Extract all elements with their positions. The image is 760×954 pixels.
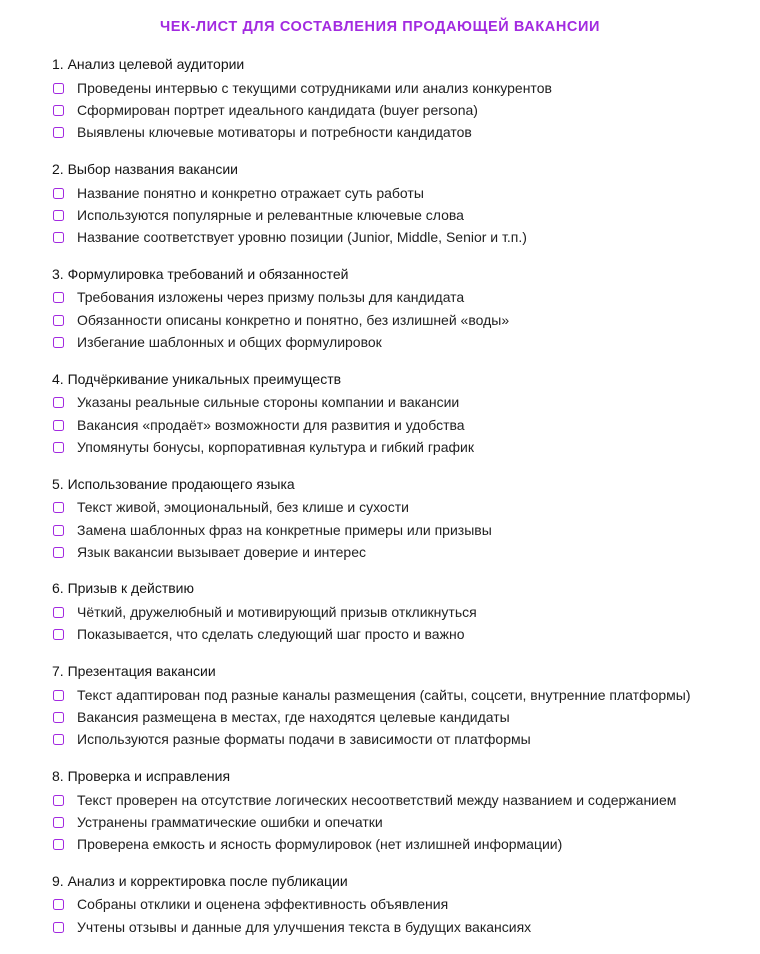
checklist-section-1: [52, 55, 752, 144]
checklist-item-label: Сформирован портрет идеального кандидата (buyer persona): [77, 101, 478, 118]
section-title: 6. Призыв к действию: [52, 580, 195, 597]
checkbox[interactable]: [53, 502, 64, 513]
checklist-item-label: Проведены интервью с текущими сотрудниками или анализ конкурентов: [77, 79, 552, 96]
checklist-item[interactable]: [52, 541, 752, 563]
checklist-item-label: Используются разные форматы подачи в зависимости от платформы: [77, 731, 531, 748]
checkbox[interactable]: [53, 817, 64, 828]
checklist-section-5: [52, 475, 752, 564]
page-title: ЧЕК-ЛИСТ ДЛЯ СОСТАВЛЕНИЯ ПРОДАЮЩЕЙ ВАКАНСИИ: [159, 19, 601, 35]
checklist-item[interactable]: [52, 684, 752, 706]
checkbox[interactable]: [53, 734, 64, 745]
checklist-item[interactable]: [52, 894, 752, 916]
section-title: 9. Анализ и корректировка после публикации: [52, 872, 348, 889]
checklist-item-label: Проверена емкость и ясность формулировок (нет излишней информации): [77, 836, 563, 853]
checklist-section-3: [52, 265, 752, 354]
checklist-item[interactable]: [52, 624, 752, 646]
section-items: [52, 601, 752, 646]
section-title: 2. Выбор названия вакансии: [52, 160, 238, 177]
checklist-item-label: Требования изложены через призму пользы для кандидата: [77, 289, 465, 306]
checkbox[interactable]: [53, 83, 64, 94]
checkbox[interactable]: [53, 292, 64, 303]
checklist-item-label: Название соответствует уровню позиции (Junior, Middle, Senior и т.п.): [77, 229, 527, 246]
checkbox[interactable]: [53, 232, 64, 243]
checklist: [52, 55, 752, 954]
checklist-item[interactable]: [52, 99, 752, 121]
checklist-item-label: Вакансия «продаёт» возможности для развития и удобства: [77, 416, 465, 433]
checklist-item[interactable]: [52, 789, 752, 811]
checklist-item[interactable]: [52, 706, 752, 728]
checkbox[interactable]: [53, 547, 64, 558]
checklist-item-label: Указаны реальные сильные стороны компании и вакансии: [77, 394, 460, 411]
section-title: 5. Использование продающего языка: [52, 475, 295, 492]
section-items: [52, 789, 752, 856]
checkbox[interactable]: [53, 127, 64, 138]
checklist-item[interactable]: [52, 331, 752, 353]
checklist-section-2: [52, 160, 752, 249]
section-items: [52, 392, 752, 459]
section-items: [52, 497, 752, 564]
checklist-item[interactable]: [52, 916, 752, 938]
checkbox[interactable]: [53, 210, 64, 221]
checkbox[interactable]: [53, 105, 64, 116]
checkbox[interactable]: [53, 188, 64, 199]
checklist-section-8: [52, 767, 752, 856]
checklist-item-label: Упомянуты бонусы, корпоративная культура и гибкий график: [77, 438, 474, 455]
checkbox[interactable]: [53, 899, 64, 910]
checklist-item-label: Показывается, что сделать следующий шаг просто и важно: [77, 626, 465, 643]
checklist-item-label: Текст проверен на отсутствие логических несоответствий между названием и содержанием: [77, 791, 677, 808]
checkbox[interactable]: [53, 420, 64, 431]
checklist-item[interactable]: [52, 122, 752, 144]
section-title: 4. Подчёркивание уникальных преимуществ: [52, 370, 342, 387]
checkbox[interactable]: [53, 315, 64, 326]
checklist-item[interactable]: [52, 729, 752, 751]
checkbox[interactable]: [53, 922, 64, 933]
checkbox[interactable]: [53, 337, 64, 348]
checklist-item[interactable]: [52, 226, 752, 248]
checkbox[interactable]: [53, 397, 64, 408]
checklist-item-label: Обязанности описаны конкретно и понятно, без излишней «воды»: [77, 311, 510, 328]
checklist-item[interactable]: [52, 77, 752, 99]
checklist-section-4: [52, 370, 752, 459]
checklist-item[interactable]: [52, 204, 752, 226]
checklist-item-label: Собраны отклики и оценена эффективность объявления: [77, 896, 449, 913]
checklist-item[interactable]: [52, 436, 752, 458]
checkbox[interactable]: [53, 690, 64, 701]
checklist-item[interactable]: [52, 392, 752, 414]
checklist-item-label: Язык вакансии вызывает доверие и интерес: [77, 543, 367, 560]
checklist-item-label: Текст адаптирован под разные каналы размещения (сайты, соцсети, внутренние платформы): [77, 686, 691, 703]
checkbox[interactable]: [53, 442, 64, 453]
checklist-item[interactable]: [52, 287, 752, 309]
checklist-section-9: [52, 872, 752, 939]
section-title: 7. Презентация вакансии: [52, 663, 216, 680]
checkbox[interactable]: [53, 795, 64, 806]
checklist-item[interactable]: [52, 601, 752, 623]
checklist-item[interactable]: [52, 834, 752, 856]
checkbox[interactable]: [53, 607, 64, 618]
checkbox[interactable]: [53, 525, 64, 536]
checklist-item-label: Используются популярные и релевантные ключевые слова: [77, 206, 464, 223]
checklist-item-label: Чёткий, дружелюбный и мотивирующий призыв откликнуться: [77, 604, 477, 621]
checklist-item-label: Замена шаблонных фраз на конкретные примеры или призывы: [77, 521, 492, 538]
checklist-item-label: Устранены грамматические ошибки и опечатки: [77, 813, 383, 830]
checklist-item-label: Название понятно и конкретно отражает суть работы: [77, 184, 424, 201]
section-items: [52, 684, 752, 751]
checklist-item-label: Учтены отзывы и данные для улучшения текста в будущих вакансиях: [77, 918, 532, 935]
checklist-section-7: [52, 662, 752, 751]
checkbox[interactable]: [53, 839, 64, 850]
checklist-item-label: Вакансия размещена в местах, где находятся целевые кандидаты: [77, 708, 510, 725]
checklist-item[interactable]: [52, 519, 752, 541]
section-title: 3. Формулировка требований и обязанностей: [52, 265, 349, 282]
checklist-item[interactable]: [52, 309, 752, 331]
section-items: [52, 77, 752, 144]
checkbox[interactable]: [53, 629, 64, 640]
checklist-item-label: Избегание шаблонных и общих формулировок: [77, 334, 382, 351]
checklist-item[interactable]: [52, 414, 752, 436]
section-items: [52, 182, 752, 249]
checklist-item-label: Текст живой, эмоциональный, без клише и сухости: [77, 499, 409, 516]
checklist-section-6: [52, 579, 752, 646]
section-title: 1. Анализ целевой аудитории: [52, 56, 245, 72]
checklist-item[interactable]: [52, 182, 752, 204]
section-items: [52, 287, 752, 354]
section-items: [52, 894, 752, 939]
checklist-item-label: Выявлены ключевые мотиваторы и потребности кандидатов: [77, 124, 472, 141]
checklist-item[interactable]: [52, 811, 752, 833]
checkbox[interactable]: [53, 712, 64, 723]
section-title: 8. Проверка и исправления: [52, 767, 231, 784]
checklist-item[interactable]: [52, 497, 752, 519]
